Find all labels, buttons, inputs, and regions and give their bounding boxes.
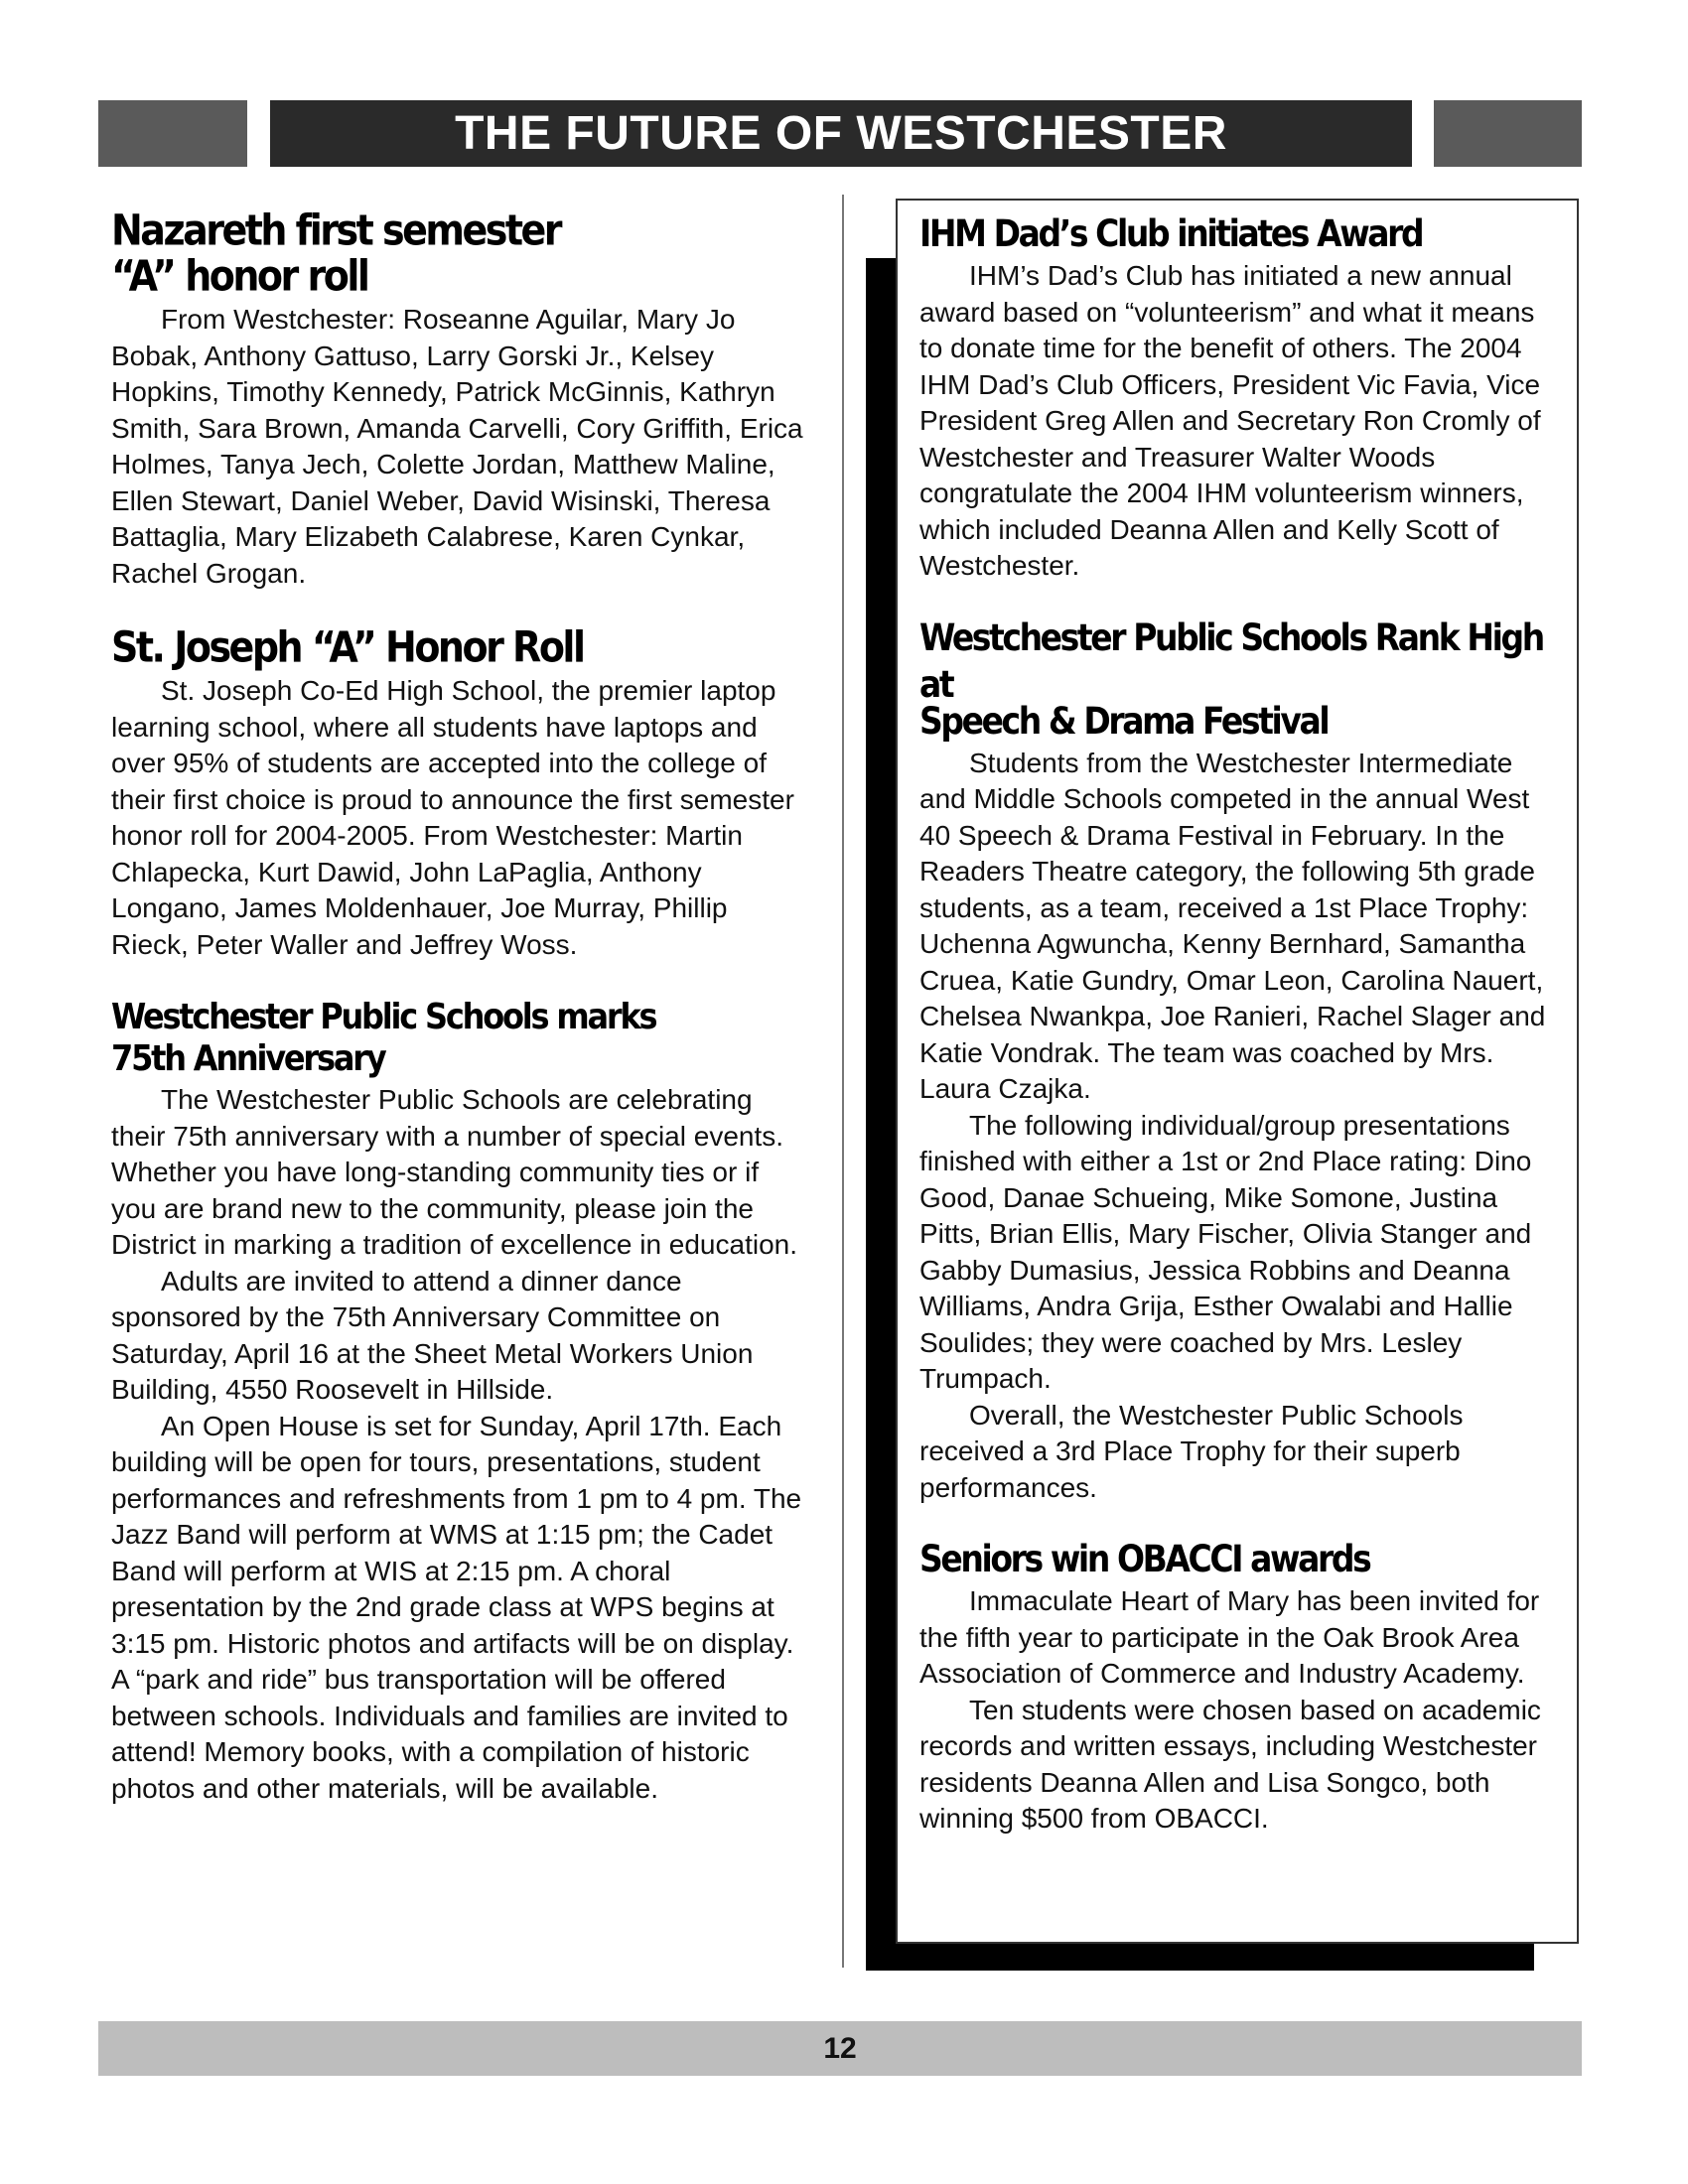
banner-left-block bbox=[98, 100, 247, 167]
article-heading-line2: Speech & Drama Festival bbox=[919, 698, 1329, 743]
left-column bbox=[111, 205, 806, 1837]
article-heading-line2: “A” honor roll bbox=[111, 251, 368, 301]
article-paragraph: Immaculate Heart of Mary has been invited for the fifth year to participate in the Oak Brook Area Association of Commerce and Industry Academy. bbox=[919, 1585, 1540, 1689]
article-75th-anniversary bbox=[111, 993, 806, 1807]
article-heading-line1: Nazareth first semester bbox=[111, 205, 561, 255]
article-heading-line1: Westchester Public Schools marks bbox=[111, 995, 656, 1037]
banner-right-block bbox=[1434, 100, 1582, 167]
article-paragraph: An Open House is set for Sunday, April 17th. Each building will be open for tours, presentations, student performances and refreshments from 1 pm to 4 pm. The Jazz Band will perform at WMS at 1:15 pm; the Cadet Band will perform at WIS at 2:15 pm. A choral presentation by the 2nd grade class at WPS begins at 3:15 pm. Historic photos and artifacts will be on display. A “park and ride” bus transportation will be offered between schools. Individuals and families are invited to attend! Memory books, with a compilation of historic photos and other materials, will be available. bbox=[111, 1410, 802, 1804]
column-divider bbox=[842, 195, 844, 1968]
article-obacci-awards bbox=[919, 1536, 1555, 1838]
article-paragraph: The following individual/group presentations finished with either a 1st or 2nd Place rating: Dino Good, Danae Schueing, Mike Somone, Justina Pitts, Brian Ellis, Mary Fischer, Olivia Stanger and Gabby Dumasius, Jessica Robbins and Deanna Williams, Andra Grija, Esther Owalabi and Hallie Soulides; they were coached by Mrs. Lesley Trumpach. bbox=[919, 1109, 1532, 1394]
article-heading: Seniors win OBACCI awards bbox=[919, 1537, 1370, 1580]
article-ihm-dads-club bbox=[919, 210, 1555, 585]
article-speech-drama-festival bbox=[919, 614, 1555, 1507]
article-heading: St. Joseph “A” Honor Roll bbox=[111, 622, 584, 672]
article-paragraph: St. Joseph Co-Ed High School, the premier laptop learning school, where all students have laptops and over 95% of students are accepted into the college of their first choice is proud to announce the first semester honor roll for 2004-2005. From Westchester: Martin Chlapecka, Kurt Dawid, John LaPaglia, Anthony Longano, James Moldenhauer, Joe Murray, Phillip Rieck, Peter Waller and Jeffrey Woss. bbox=[111, 675, 794, 960]
article-heading-line2: 75th Anniversary bbox=[111, 1036, 385, 1079]
article-paragraph: IHM’s Dad’s Club has initiated a new annual award based on “volunteerism” and what it means to donate time for the benefit of others. The 2004 IHM Dad’s Club Officers, President Vic Favia, Vice President Greg Allen and Secretary Ron Cromly of Westchester and Treasurer Walter Woods congratulate the 2004 IHM volunteerism winners, which included Deanna Allen and Kelly Scott of Westchester. bbox=[919, 260, 1541, 581]
sidebar-box bbox=[896, 199, 1579, 1944]
article-paragraph: Overall, the Westchester Public Schools received a 3rd Place Trophy for their superb performances. bbox=[919, 1399, 1464, 1503]
article-paragraph: Adults are invited to attend a dinner dance sponsored by the 75th Anniversary Committee on Saturday, April 16 at the Sheet Metal Workers Union Building, 4550 Roosevelt in Hillside. bbox=[111, 1265, 754, 1405]
article-paragraph: The Westchester Public Schools are celebrating their 75th anniversary with a number of special events. Whether you have long-standing community ties or if you are brand new to the community, please join the District in marking a tradition of excellence in education. bbox=[111, 1084, 798, 1260]
page-title: THE FUTURE OF WESTCHESTER bbox=[270, 100, 1412, 167]
page-number: 12 bbox=[98, 2021, 1582, 2076]
article-heading-line1: Westchester Public Schools Rank High at bbox=[919, 614, 1543, 706]
article-paragraph: From Westchester: Roseanne Aguilar, Mary Jo Bobak, Anthony Gattuso, Larry Gorski Jr., Kelsey Hopkins, Timothy Kennedy, Patrick McGinnis, Kathryn Smith, Sara Brown, Amanda Carvelli, Cory Griffith, Erica Holmes, Tanya Jech, Colette Jordan, Matthew Maline, Ellen Stewart, Daniel Weber, David Wisinski, Theresa Battaglia, Mary Elizabeth Calabrese, Karen Cynkar, Rachel Grogan. bbox=[111, 304, 803, 589]
article-heading: IHM Dad’s Club initiates Award bbox=[919, 211, 1423, 255]
article-paragraph: Students from the Westchester Intermediate and Middle Schools competed in the annual West 40 Speech & Drama Festival in February. In the Readers Theatre category, the following 5th grade students, as a team, received a 1st Place Trophy: Uchenna Agwuncha, Kenny Bernhard, Samantha Cruea, Katie Gundry, Omar Leon, Carolina Nauert, Chelsea Nwankpa, Joe Ranieri, Rachel Slager and Katie Vondrak. The team was coached by Mrs. Laura Czajka. bbox=[919, 747, 1546, 1104]
article-st-joseph-honor-roll bbox=[111, 621, 806, 963]
article-paragraph: Ten students were chosen based on academic records and written essays, including Westchester residents Deanna Allen and Lisa Songco, both winning $500 from OBACCI. bbox=[919, 1694, 1541, 1834]
article-nazareth-honor-roll bbox=[111, 205, 806, 592]
